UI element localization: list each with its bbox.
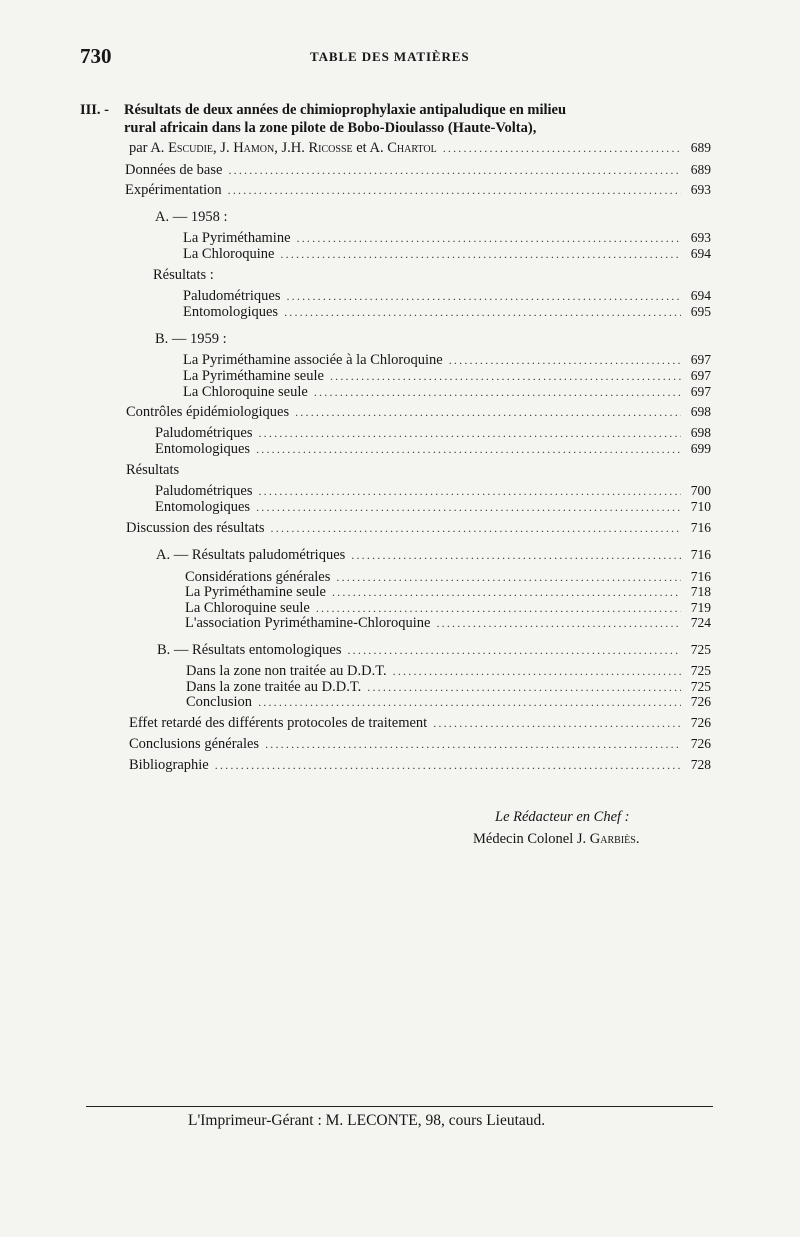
dot-leader: [295, 403, 681, 421]
toc-label: Considérations générales: [185, 569, 331, 585]
toc-label: Entomologiques: [155, 499, 251, 515]
toc-heading-a1958: A. — 1958 :: [155, 209, 228, 225]
footer-divider: [86, 1106, 713, 1107]
toc-page: 693: [690, 230, 711, 245]
editor-name: Médecin Colonel J. Garbiès.: [473, 831, 640, 847]
toc-row-effet: [129, 714, 711, 732]
toc-page: 725: [690, 642, 711, 657]
toc-row: [186, 693, 711, 711]
toc-heading-resultats: Résultats: [126, 462, 180, 478]
toc-page: 695: [690, 304, 711, 319]
toc-page: 728: [690, 757, 711, 772]
toc-page: 718: [690, 584, 711, 599]
section-heading: [80, 101, 670, 137]
toc-row: [156, 546, 711, 564]
toc-row: [183, 383, 711, 401]
toc-page: 725: [690, 663, 711, 678]
dot-leader: [256, 440, 681, 458]
dot-leader: [436, 614, 681, 632]
toc-label: La Pyriméthamine: [183, 230, 291, 246]
toc-label: A. — Résultats paludométriques: [156, 547, 346, 563]
dot-leader: [351, 546, 681, 564]
dot-leader: [280, 245, 681, 263]
toc-label: Contrôles épidémiologiques: [126, 404, 290, 420]
toc-label: Expérimentation: [125, 182, 222, 198]
toc-page: 698: [690, 404, 711, 419]
toc-page: 726: [690, 736, 711, 751]
toc-label: Données de base: [125, 162, 223, 178]
toc-label: Discussion des résultats: [126, 520, 265, 536]
toc-page: 694: [690, 246, 711, 261]
toc-page: 725: [690, 679, 711, 694]
toc-row-conclusions: [129, 735, 711, 753]
toc-row: [155, 440, 711, 458]
page-number: 730: [80, 44, 112, 68]
toc-row: [185, 614, 711, 632]
toc-label: La Pyriméthamine seule: [185, 584, 326, 600]
toc-page: 700: [690, 483, 711, 498]
toc-page: 689: [690, 140, 711, 155]
editor-role: Le Rédacteur en Chef :: [495, 809, 630, 825]
toc-label: Bibliographie: [129, 757, 209, 773]
toc-label: Conclusions générales: [129, 736, 260, 752]
toc-page: 698: [690, 425, 711, 440]
section-title-line2: rural africain dans la zone pilote de Bobo-Dioulasso (Haute-Volta),: [124, 120, 537, 136]
toc-label: Entomologiques: [155, 441, 251, 457]
toc-label: Dans la zone non traitée au D.D.T.: [186, 663, 387, 679]
dot-leader: [228, 181, 681, 199]
dot-leader: [215, 756, 681, 774]
toc-row-discussion: [126, 519, 711, 537]
toc-label: La Chloroquine seule: [185, 600, 310, 616]
imprint-line: L'Imprimeur-Gérant : M. LECONTE, 98, cours Lieutaud.: [188, 1112, 546, 1129]
toc-page: 710: [690, 499, 711, 514]
toc-page: 716: [690, 569, 711, 584]
toc-label: La Pyriméthamine seule: [183, 368, 324, 384]
toc-row-bibliographie: [129, 756, 711, 774]
toc-row: [183, 245, 711, 263]
running-title: TABLE DES MATIÈRES: [310, 49, 470, 64]
toc-row: [183, 303, 711, 321]
dot-leader: [258, 693, 681, 711]
dot-leader: [265, 735, 681, 753]
toc-label: La Chloroquine seule: [183, 384, 308, 400]
toc-page: 693: [690, 182, 711, 197]
toc-page: 726: [690, 715, 711, 730]
toc-page: 697: [690, 368, 711, 383]
toc-label: Dans la zone traitée au D.D.T.: [186, 679, 362, 695]
dot-leader: [443, 139, 681, 157]
toc-label: Effet retardé des différents protocoles de traitement: [129, 715, 428, 731]
toc-label: Paludométriques: [155, 483, 253, 499]
dot-leader: [284, 303, 681, 321]
toc-row-experimentation: [125, 181, 711, 199]
dot-leader: [433, 714, 681, 732]
dot-leader: [314, 383, 681, 401]
toc-page: 716: [690, 547, 711, 562]
toc-page: 699: [690, 441, 711, 456]
toc-label: Paludométriques: [183, 288, 281, 304]
toc-heading-resultats-1958: Résultats :: [153, 267, 214, 283]
section-title-line1: [80, 101, 670, 119]
toc-row-controles: [126, 403, 711, 421]
toc-page: 694: [690, 288, 711, 303]
toc-heading-b1959: B. — 1959 :: [155, 331, 227, 347]
dot-leader: [228, 161, 681, 179]
toc-label: L'association Pyriméthamine-Chloroquine: [185, 615, 431, 631]
toc-row: [155, 498, 711, 516]
toc-label: B. — Résultats entomologiques: [157, 642, 342, 658]
dot-leader: [256, 498, 681, 516]
section-number: III. -: [80, 102, 110, 118]
toc-page: 724: [690, 615, 711, 630]
toc-page: 726: [690, 694, 711, 709]
toc-page: 697: [690, 384, 711, 399]
authors-label: par A. Escudie, J. Hamon, J.H. Ricosse et A. Chartol: [129, 140, 437, 156]
toc-label: Entomologiques: [183, 304, 279, 320]
section-title-text1: Résultats de deux années de chimioprophylaxie antipaludique en milieu: [124, 102, 567, 118]
toc-page: 697: [690, 352, 711, 367]
toc-row: [157, 641, 711, 659]
toc-label: Paludométriques: [155, 425, 253, 441]
editor-signature: [473, 806, 639, 850]
toc-row-donnees: [125, 161, 711, 179]
toc-label: La Pyriméthamine associée à la Chloroquine: [183, 352, 443, 368]
dot-leader: [271, 519, 681, 537]
toc-label: Conclusion: [186, 694, 253, 710]
toc-label: La Chloroquine: [183, 246, 275, 262]
dot-leader: [347, 641, 681, 659]
toc-page: 689: [690, 162, 711, 177]
toc-row-authors: [129, 139, 711, 157]
toc-page: 719: [690, 600, 711, 615]
toc-page: 716: [690, 520, 711, 535]
